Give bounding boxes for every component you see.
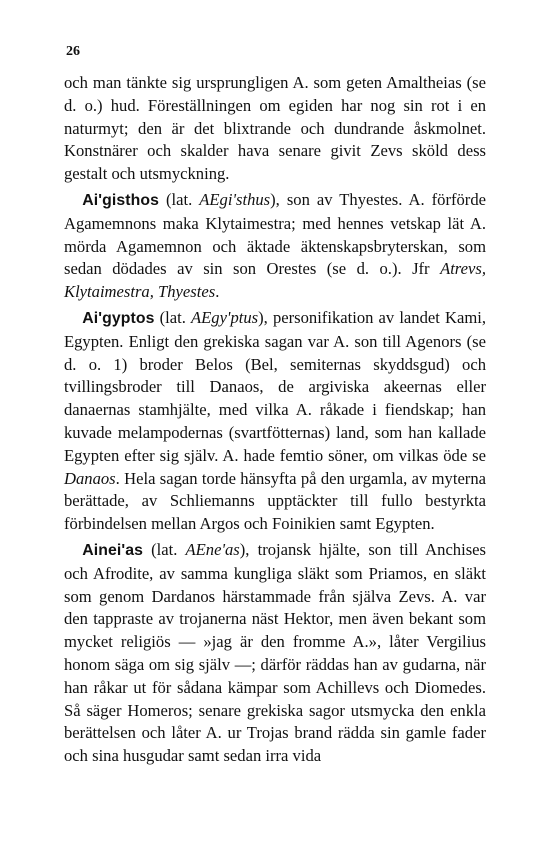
- entry-headword: Ai'gisthos: [82, 191, 159, 209]
- entry-body: ), personifikation av landet Kami, Egypten. Enligt den grekiska sagan var A. son till Agenors (se d. o. 1) broder Belos (Bel, semiternas skyddsgud) och tvillingsbroder till Danaos, de argiviska akeernas eller danaernas stamhjälte, med vilka A. råkade i fiendskap; han kuvade melampodernas (svartfötternas) land, som han kallade Egypten efter sig själv. A. hade femtio söner, om vilkas öde se: [64, 307, 487, 465]
- entry-lat-open: (lat.: [143, 539, 186, 559]
- continuation-paragraph: och man tänkte sig ursprungligen A. som geten Amaltheias (se d. o.) hud. Föreställningen om egiden har nog sin rot i en naturmyt; den är det blixtrande och dundrande åskmolnet. Konstnärer och skalder hava senare givit Zevs sköld dess gestalt och utsmyckning.: [64, 73, 486, 184]
- entry-headword: Ainei'as: [82, 541, 143, 559]
- page-number: 26: [66, 44, 80, 59]
- entry-latin-name: AEne'as: [185, 539, 240, 559]
- entry-cross-reference: Atrevs, Klytaimestra, Thyestes: [64, 259, 486, 302]
- entry-aigisthos: [64, 189, 486, 304]
- text-column: [64, 72, 486, 768]
- entry-headword: Ai'gyptos: [82, 309, 155, 327]
- entry-lat-open: (lat.: [154, 307, 191, 327]
- entry-aigyptos: [64, 307, 486, 536]
- entry-lat-open: (lat.: [158, 189, 200, 209]
- entry-latin-name: AEgi'sthus: [199, 189, 271, 209]
- entry-body-end: .: [215, 282, 220, 302]
- entry-aineias: [64, 539, 486, 768]
- entry-body: ), son av Thyestes. A. förförde Agamemnons maka Klytaimestra; med hennes vetskap lät A. mörda Agamemnon och äktade äktenskapsbryterskan, som sedan dödades av sin son Orestes (se d. o.). Jfr: [64, 189, 486, 279]
- entry-body-end: . Hela sagan torde hänsyfta på den urgamla, av myterna berättade, av Schliemanns upptäckter till fullo bestyrkta förbindelsen mellan Argos och Foinikien samt Egypten.: [64, 468, 486, 534]
- entry-body: ), trojansk hjälte, son till Anchises och Afrodite, av samma kungliga släkt som Priamos, en släkt som genom Dardanos härstammade från själva Zevs. A. var den tappraste av trojanerna näst Hektor, men även bekant som mycket religiös — »jag är den fromme A.», låter Vergilius honom säga om sig själv —; därför räddas han av gudarna, när han råkar ut för sådana kämpar som Achillevs och Diomedes. Så säger Homeros; senare grekiska sagor utsmycka den enkla berättelsen och låter A. ur Trojas brand rädda sin gamle fader och sina husgudar samt sedan irra vida: [64, 539, 486, 766]
- entry-cross-reference: Danaos: [64, 468, 116, 488]
- entry-latin-name: AEgy'ptus: [191, 307, 259, 327]
